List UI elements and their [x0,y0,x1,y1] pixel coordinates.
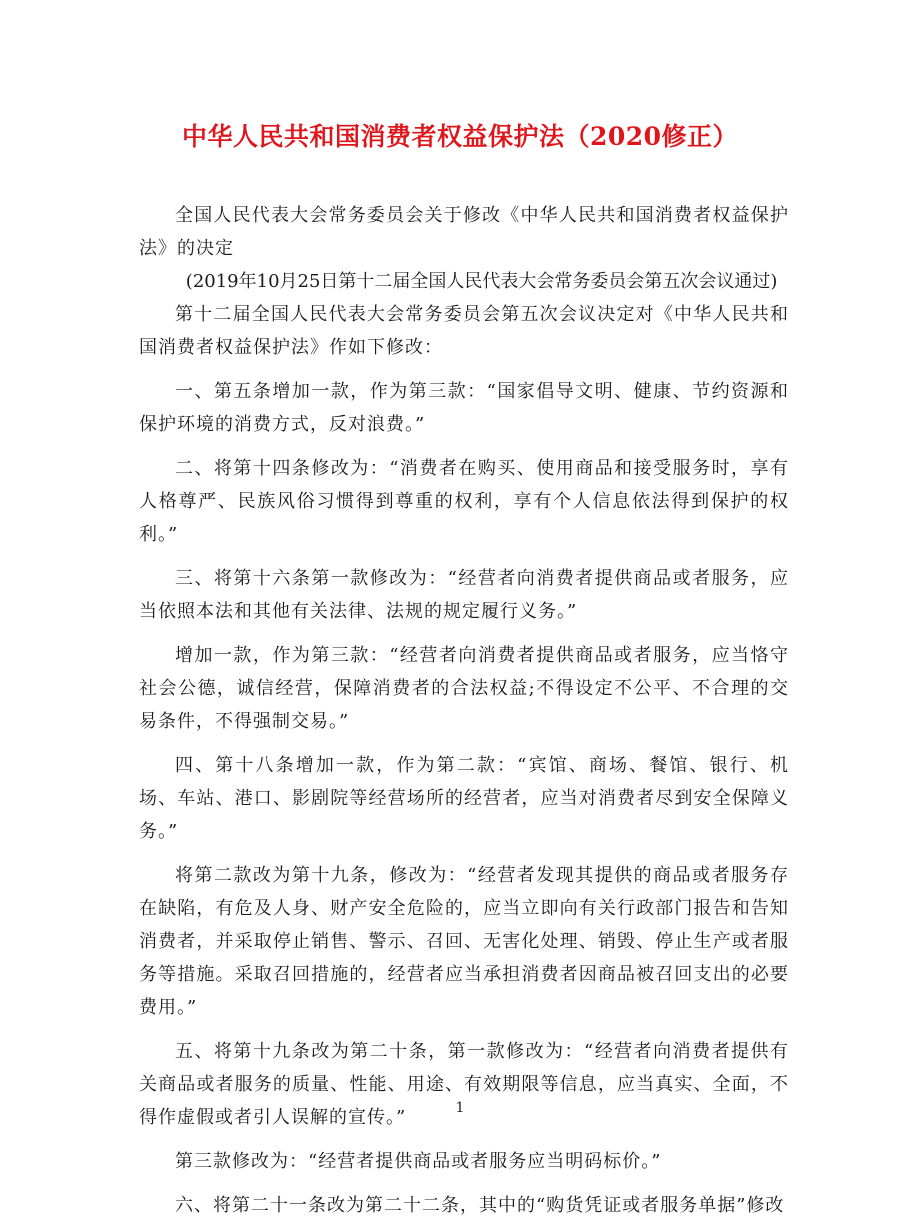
paragraph: 第三款修改为：“经营者提供商品或者服务应当明码标价。” [175,1151,662,1172]
paragraph: 第十二届全国人民代表大会常务委员会第五次会议决定对《中华人民共和国消费者权益保护法》作如下修改： [139,304,789,358]
paragraph: 将第二款改为第十九条，修改为：“经营者发现其提供的商品或者服务存在缺陷，有危及人身、财产安全危险的，应当立即向有关行政部门报告和告知消费者，并采取停止销售、警示、召回、无害化处理、销毁、停止生产或者服务等措施。采取召回措施的，经营者应当承担消费者因商品被召回支出的必要费用。” [139,865,789,1018]
adoption-note: (2019年10月25日第十二届全国人民代表大会常务委员会第五次会议通过) [185,271,778,292]
paragraph: 五、将第十九条改为第二十条，第一款修改为：“经营者向消费者提供有关商品或者服务的质量、性能、用途、有效期限等信息，应当真实、全面，不得作虚假或者引人误解的宣传。” [139,1041,789,1128]
page-title: 中华人民共和国消费者权益保护法（2020修正） [181,122,739,151]
paragraph: 一、第五条增加一款，作为第三款：“国家倡导文明、健康、节约资源和保护环境的消费方式，反对浪费。” [139,381,789,435]
paragraph: 二、将第十四条修改为：“消费者在购买、使用商品和接受服务时，享有人格尊严、民族风俗习惯得到尊重的权利，享有个人信息依法得到保护的权利。” [139,458,789,545]
document-body [139,199,789,1222]
page-number: 1 [455,1100,465,1116]
decision-heading: 全国人民代表大会常务委员会关于修改《中华人民共和国消费者权益保护法》的决定 [139,205,789,259]
paragraph: 增加一款，作为第三款：“经营者向消费者提供商品或者服务，应当恪守社会公德，诚信经营，保障消费者的合法权益;不得设定不公平、不合理的交易条件，不得强制交易。” [139,645,789,732]
paragraph: 四、第十八条增加一款，作为第二款：“宾馆、商场、餐馆、银行、机场、车站、港口、影剧院等经营场所的经营者，应当对消费者尽到安全保障义务。” [139,755,789,842]
paragraph: 六、将第二十一条改为第二十二条，其中的“购货凭证或者服务单据”修改 [175,1195,785,1216]
paragraph: 三、将第十六条第一款修改为：“经营者向消费者提供商品或者服务，应当依照本法和其他有关法律、法规的规定履行义务。” [139,568,789,622]
